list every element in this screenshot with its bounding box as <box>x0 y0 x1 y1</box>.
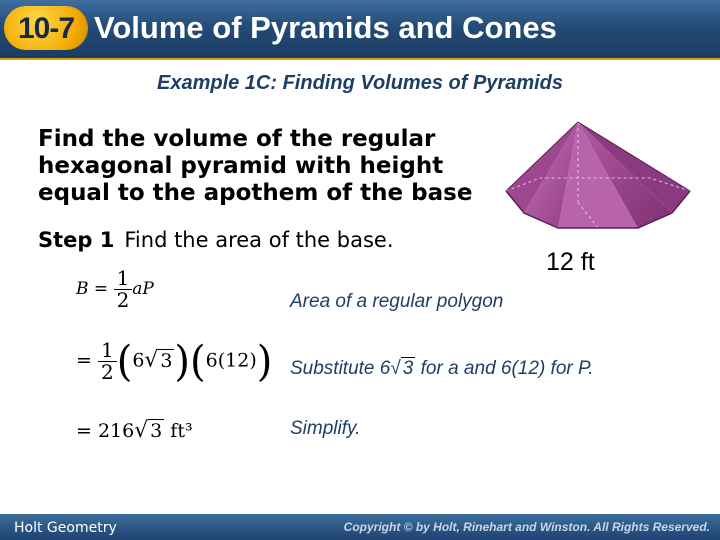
problem-line: Find the volume of the regular <box>38 126 436 152</box>
apothem-coef: 6 <box>132 349 145 372</box>
numerator: 1 <box>98 340 117 362</box>
footer-bar <box>0 514 720 540</box>
result-line: = 216√ 3 ft³ <box>76 418 193 443</box>
fraction-half <box>98 340 117 383</box>
note-simplify: Simplify. <box>290 418 361 439</box>
example-subtitle: Example 1C: Finding Volumes of Pyramids <box>156 72 563 94</box>
var-b: B <box>76 279 89 299</box>
page-title: Volume of Pyramids and Cones <box>94 10 557 45</box>
var-ap: aP <box>132 279 154 299</box>
step-label: Step 1 <box>38 228 115 252</box>
perimeter-value: (12) <box>217 349 257 372</box>
problem-line: equal to the apothem of the base <box>38 180 473 206</box>
denominator: 2 <box>100 360 114 384</box>
formula-area-line <box>76 268 154 311</box>
denominator: 2 <box>116 288 130 312</box>
equals-sign: = <box>93 279 109 299</box>
problem-statement <box>38 126 498 207</box>
footer-course: Holt Geometry <box>14 520 117 536</box>
step-text: Find the area of the base. <box>124 228 394 252</box>
result-unit: ft³ <box>170 420 193 442</box>
note-area-formula: Area of a regular polygon <box>290 291 504 312</box>
numerator: 1 <box>114 268 133 290</box>
fraction-half <box>114 268 133 311</box>
equals-sign: = <box>76 420 92 442</box>
lesson-badge <box>4 6 88 50</box>
lesson-number: 10-7 <box>17 12 75 45</box>
header-bar <box>0 0 720 60</box>
dimension-label: 12 ft <box>546 248 595 276</box>
problem-line: hexagonal pyramid with height <box>38 153 444 179</box>
substitution-line: = $\frac{1}{2}$ (6√ 3)(6(12)) <box>76 337 273 386</box>
step-1 <box>38 228 394 252</box>
result-coef: 216 <box>97 420 135 442</box>
hexagonal-pyramid-figure <box>500 116 700 256</box>
note-substitute: Substitute 6√ 3 for a and 6(12) for P. <box>290 358 594 379</box>
equals-sign: = <box>76 349 92 372</box>
result-radicand: 3 <box>150 420 163 442</box>
apothem-radicand: 3 <box>160 349 173 372</box>
perimeter-coef: 6 <box>205 349 218 372</box>
footer-copyright: Copyright © by Holt, Rinehart and Winston. All Rights Reserved. <box>343 520 710 534</box>
